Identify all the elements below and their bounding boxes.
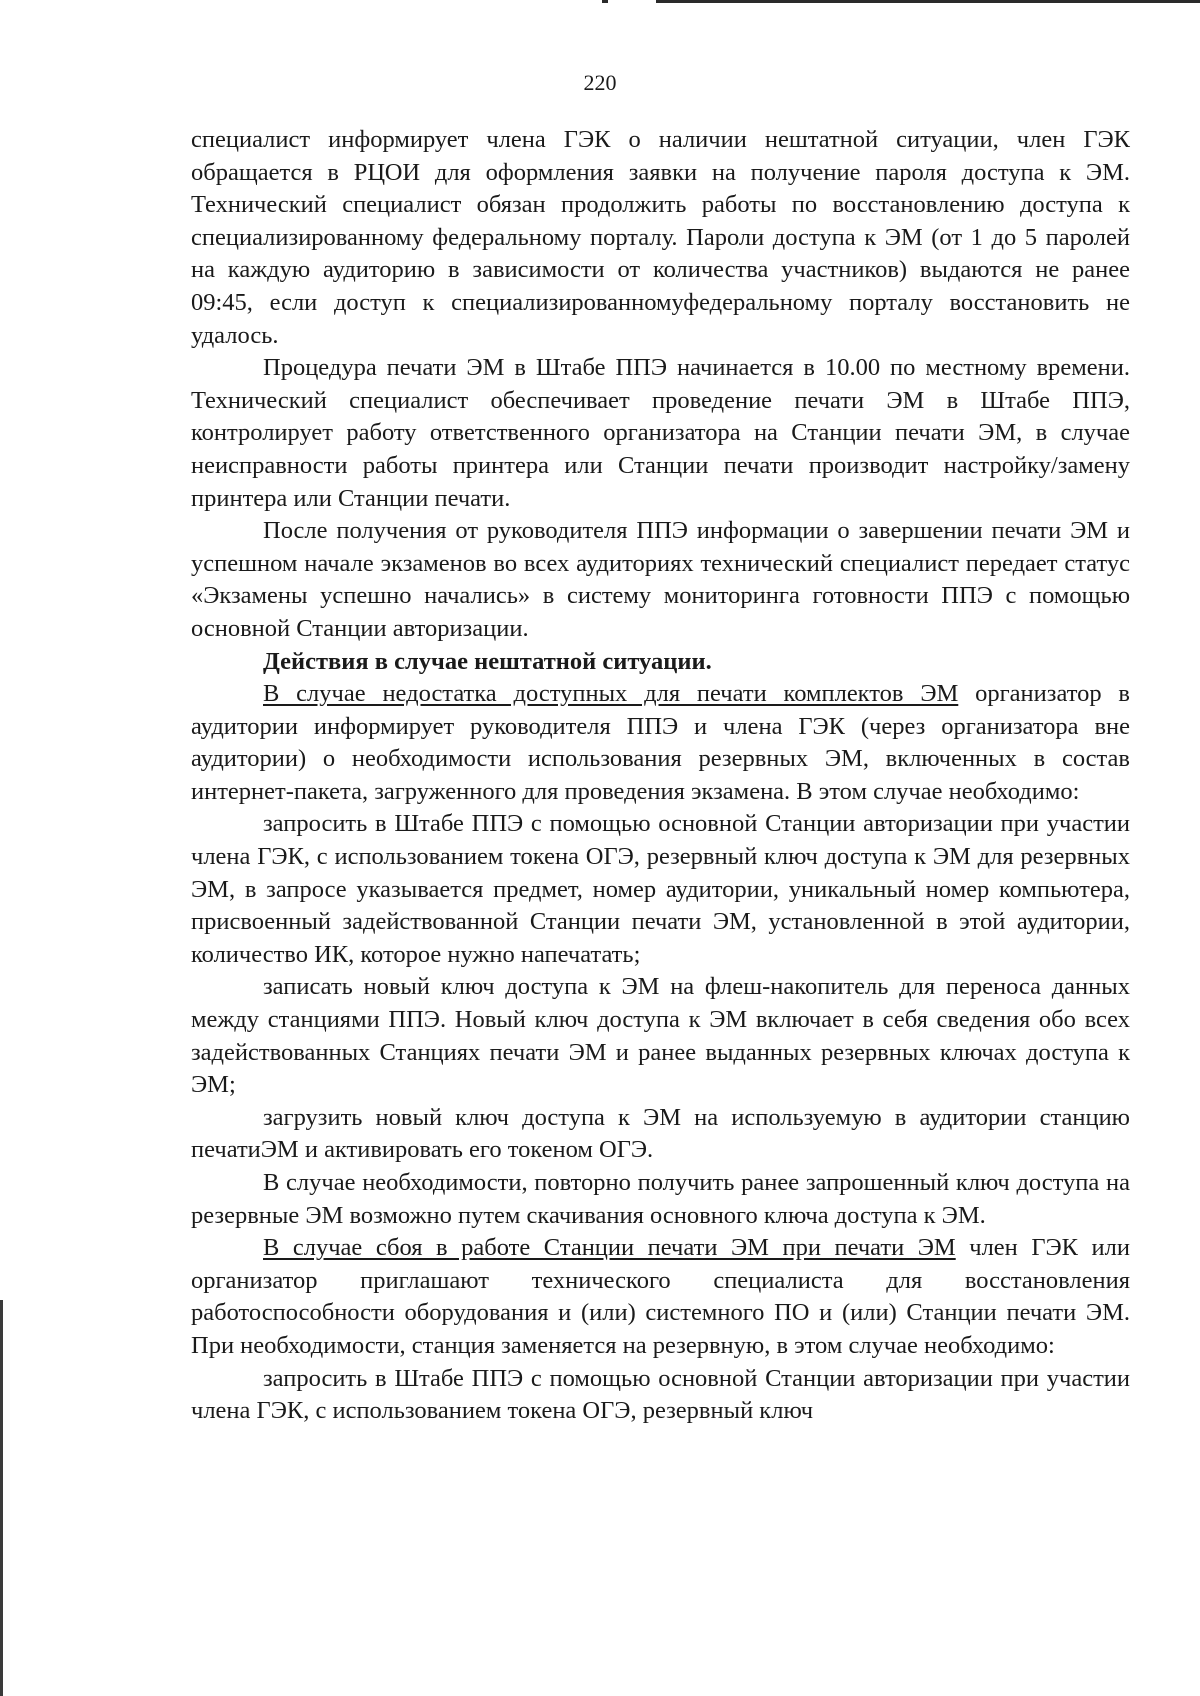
paragraph-10-text: член ГЭК или организатор приглашают технического специалиста для восстановления работоспособности оборудования и (или) системного ПО и (или) Станции печати ЭМ. При необходимости, станция заменяется на резервную, в этом случае необходимо:: [191, 1234, 1130, 1359]
document-body: [191, 124, 1130, 1428]
section-heading: Действия в случае нештатной ситуации.: [263, 647, 712, 675]
scan-artifact-dot: [602, 0, 608, 3]
paragraph-1: специалист информирует члена ГЭК о наличии нештатной ситуации, член ГЭК обращается в РЦОИ для оформления заявки на получение пароля доступа к ЭМ. Технический специалист обязан продолжить работы по восстановлению доступа к специализированному федеральному порталу. Пароли доступа к ЭМ (от 1 до 5 паролей на каждую аудиторию в зависимости от количества участников) выдаются не ранее 09:45, если доступ к специализированномуфедеральному порталу восстановить не удалось.: [191, 126, 1130, 349]
paragraph-11: запросить в Штабе ППЭ с помощью основной Станции авторизации при участии члена ГЭК, с использованием токена ОГЭ, резервный ключ: [191, 1364, 1130, 1425]
paragraph-8: загрузить новый ключ доступа к ЭМ на используемую в аудитории станцию печатиЭМ и активировать его токеном ОГЭ.: [191, 1103, 1130, 1164]
paragraph-9: В случае необходимости, повторно получить ранее запрошенный ключ доступа на резервные ЭМ возможно путем скачивания основного ключа доступа к ЭМ.: [191, 1169, 1130, 1229]
paragraph-7: записать новый ключ доступа к ЭМ на флеш-накопитель для переноса данных между станциями ППЭ. Новый ключ доступа к ЭМ включает в себя сведения обо всех задействованных Станциях печати ЭМ и ранее выданных резервных ключах доступа к ЭМ;: [191, 973, 1130, 1099]
paragraph-2: Процедура печати ЭМ в Штабе ППЭ начинается в 10.00 по местному времени. Технический специалист обеспечивает проведение печати ЭМ в Штабе ППЭ, контролирует работу ответственного организатора на Станции печати ЭМ, в случае неисправности работы принтера или Станции печати производит настройку/замену принтера или Станции печати.: [191, 354, 1130, 512]
paragraph-10: [191, 1232, 1130, 1362]
underlined-phrase: В случае сбоя в работе Станции печати ЭМ при печати ЭМ: [263, 1234, 956, 1262]
page-number: 220: [583, 70, 617, 95]
scan-artifact-top-edge: [656, 0, 1200, 3]
paragraph-5-text: организатор в аудитории информирует руководителя ППЭ и члена ГЭК (через организатора вне аудитории) о необходимости использования резервных ЭМ, включенных в состав интернет-пакета, загруженного для проведения экзамена. В этом случае необходимо:: [191, 680, 1130, 805]
paragraph-3: После получения от руководителя ППЭ информации о завершении печати ЭМ и успешном начале экзаменов во всех аудиториях технический специалист передает статус «Экзамены успешно начались» в систему мониторинга готовности ППЭ с помощью основной Станции авторизации.: [191, 517, 1130, 642]
underlined-phrase: В случае недостатка доступных для печати комплектов ЭМ: [263, 680, 959, 708]
scan-artifact-left-edge: [0, 1300, 3, 1696]
paragraph-5: [191, 678, 1130, 808]
paragraph-6: запросить в Штабе ППЭ с помощью основной Станции авторизации при участии члена ГЭК, с использованием токена ОГЭ, резервный ключ доступа к ЭМ для резервных ЭМ, в запросе указывается предмет, номер аудитории, уникальный номер компьютера, присвоенный задействованной Станции печати ЭМ, установленной в этой аудитории, количество ИК, которое нужно напечатать;: [191, 810, 1130, 968]
